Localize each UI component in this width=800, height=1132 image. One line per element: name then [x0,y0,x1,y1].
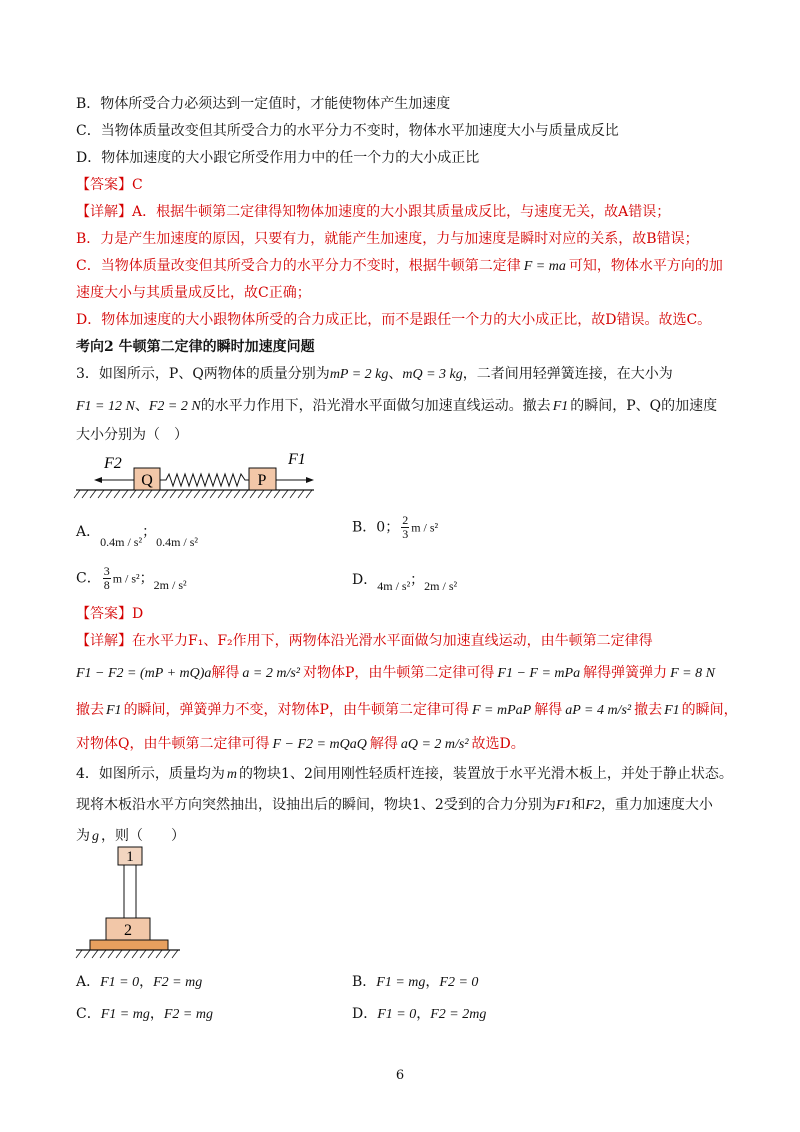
detail-text: 在水平力F₁、F₂作用下，两物体沿光滑水平面做匀加速直线运动，由牛顿第二定律得 [132,633,653,649]
q4-blocks-figure [70,840,200,960]
q3-answer [76,604,143,624]
fraction-den: 8 [103,578,110,592]
option-value: F1 = mg [376,975,426,990]
force-f1: F1 = 12 N [76,399,135,414]
fraction-3-8 [103,565,111,592]
detail-text: 解得 [369,736,398,752]
option-sep: ， [139,974,154,990]
option-value: F2 = mg [163,1007,213,1022]
detail-text: 的瞬间，弹簧弹力不变，对物体P，由牛顿第二定律可得 [123,702,469,718]
q3-stem-line-2: F1 = 12 N、F2 = 2 N的水平力作用下，沿光滑水平面做匀加速直线运动。撤去 F1 的瞬间，P、Q的加速度 [76,398,718,414]
section-title: 考向2 牛顿第二定律的瞬时加速度问题 [76,339,315,355]
formula: F1 − F2 = (mP + mQ)a [76,666,212,681]
spring [160,474,249,486]
q3-detail-line-3 [76,700,738,721]
q2-detail-line-1 [76,202,670,222]
block-1-label: 1 [126,849,134,865]
q3-spring-figure [70,450,320,504]
block-2-label: 2 [124,922,132,939]
detail-text: 撤去 [634,702,663,718]
answer-label: 【答案】 [76,606,132,622]
q4-option-c[interactable] [76,1004,213,1025]
detail-text: 可知，物体水平方向的加 [568,258,723,274]
option-value: 2m / s² [153,577,187,592]
formula: F = 8 N [670,666,715,681]
option-sep: ， [149,1006,164,1022]
q3-option-d[interactable] [352,570,458,593]
option-unit: m / s² [411,520,439,535]
q2-detail-line-5: D．物体加速度的大小跟物体所受的合力成正比，而不是跟任一个力的大小成正比，故D错误。故选C。 [76,312,712,328]
stem-text: ，则（ ） [101,828,185,844]
option-value: 0.4m / s² [100,535,143,549]
detail-text: 故选D。 [471,736,525,752]
q3-detail-line-4 [76,734,525,755]
formula: F1 − F = mPa [497,666,581,681]
option-value: F2 = 2mg [430,1007,487,1022]
detail-text: 撤去 [76,702,104,718]
answer-value: C [132,177,143,193]
q4-stem-line-2 [76,795,713,816]
q3-stem-line-3: 大小分别为（ ） [76,427,188,443]
option-label: B． [352,974,377,990]
option-value: 2m / s² [424,579,458,593]
option-value: F1 = 0 [377,1007,417,1022]
formula: F = mPaP [471,703,532,718]
q2-option-d: D．物体加速度的大小跟它所受作用力中的任一个力的大小成正比 [76,150,480,166]
formula: F − F2 = mQaQ [272,737,367,752]
detail-text: 解得 [534,702,563,718]
option-value: F2 = 0 [439,975,479,990]
option-unit: m / s² [112,571,140,586]
q2-option-b: B．物体所受合力必须达到一定值时，才能使物体产生加速度 [76,96,451,112]
option-value: F1 = 0 [100,975,140,990]
option-value: F1 = mg [100,1007,150,1022]
stem-text: 4．如图所示，质量均为 [76,766,225,782]
q3-detail-line-1 [76,631,653,651]
stem-text: 和 [571,797,586,813]
q3-option-c[interactable] [76,565,187,592]
formula: aQ = 2 m/s² [400,737,469,752]
block-p-label: P [257,472,267,489]
option-label: A． [76,974,101,990]
q2-detail-line-4: 速度大小与其质量成反比，故C正确； [76,285,311,301]
q4-option-d[interactable] [352,1004,486,1025]
force-f2: F2 = 2 N [148,399,201,414]
option-label: C． [76,1006,101,1022]
option-sep: ， [416,1006,431,1022]
detail-text: 解得弹簧弹力 [583,665,668,681]
option-label: B．0； [352,519,400,536]
q4-option-b[interactable] [352,972,478,993]
label-f2: F2 [104,455,122,472]
q4-stem-line-1 [76,764,733,785]
formula: aP = 4 m/s² [565,703,632,718]
stem-text: 为 [76,828,90,844]
stem-text: 的瞬间，P、Q的加速度 [570,398,718,414]
option-sep: ； [410,572,425,588]
symbol-f1: F1 [555,798,572,813]
formula: a = 2 m/s² [242,666,300,681]
option-value: F2 = mg [153,975,203,990]
q3-option-b[interactable] [352,514,438,541]
detail-text: 对物体P，由牛顿第二定律可得 [303,665,495,681]
fraction-2-3 [401,514,409,541]
q3-detail-line-2 [76,663,715,684]
option-sep: ， [425,974,440,990]
mass-p: mP = 2 kg [329,367,389,382]
option-label: D． [352,572,378,588]
stem-text: ，重力加速度大小 [600,797,713,813]
option-value: 0.4m / s² [156,535,198,549]
mass-q: mQ = 3 kg [402,367,463,382]
detail-text: C．当物体质量改变但其所受合力的水平分力不变时，根据牛顿第二定律 [76,258,521,274]
fraction-num: 2 [402,513,409,527]
symbol-m: m [226,767,238,782]
answer-label: 【答案】 [76,177,132,193]
q4-option-a[interactable] [76,972,202,993]
stem-text: 现将木板沿水平方向突然抽出，设抽出后的瞬间，物块1、2受到的合力分别为 [76,797,556,813]
option-label: D． [352,1006,378,1022]
q2-answer [76,175,143,195]
option-label: A． [76,524,101,540]
fraction-num: 3 [103,564,110,578]
q3-option-a[interactable] [76,522,198,549]
detail-text: 对物体Q，由牛顿第二定律可得 [76,736,270,752]
detail-label: 【详解】 [76,633,132,649]
option-sep: ； [142,524,157,540]
q2-option-c: C．当物体质量改变但其所受合力的水平分力不变时，物体水平加速度大小与质量成反比 [76,123,619,139]
symbol-g: g [92,829,99,844]
option-label: C． [76,570,101,587]
formula: F1 [106,703,122,718]
formula-f-ma: F = ma [523,259,566,274]
q2-detail-line-2: B．力是产生加速度的原因，只要有力，就能产生加速度，力与加速度是瞬时对应的关系，故B错误； [76,231,699,247]
symbol-f2: F2 [585,798,601,813]
stem-text: 的水平力作用下，沿光滑水平面做匀加速直线运动。撤去 [200,398,551,414]
label-f1: F1 [288,451,306,468]
formula: F1 [664,703,680,718]
option-sep: ； [139,570,154,587]
board [90,940,168,950]
page-number: 6 [395,1068,405,1083]
q2-detail-line-3 [76,256,723,277]
answer-value: D [132,606,144,622]
stem-text: 、 [388,366,403,382]
detail-text: 的瞬间， [681,702,738,718]
stem-text: 的物块1、2间用刚性轻质杆连接，装置放于水平光滑木板上，并处于静止状态。 [239,766,733,782]
detail-label: 【详解】 [76,204,132,220]
force-f1-symbol: F1 [552,399,569,414]
fraction-den: 3 [402,527,409,541]
stem-text: ，二者间用轻弹簧连接，在大小为 [462,366,673,382]
detail-text: A．根据牛顿第二定律得知物体加速度的大小跟其质量成反比，与速度无关，故A错误； [132,204,671,220]
option-value: 4m / s² [377,579,411,593]
detail-text: 解得 [211,665,240,681]
block-q-label: Q [141,472,153,489]
q3-stem-line-1 [76,364,673,385]
stem-text: 3．如图所示，P、Q两物体的质量分别为 [76,366,330,382]
